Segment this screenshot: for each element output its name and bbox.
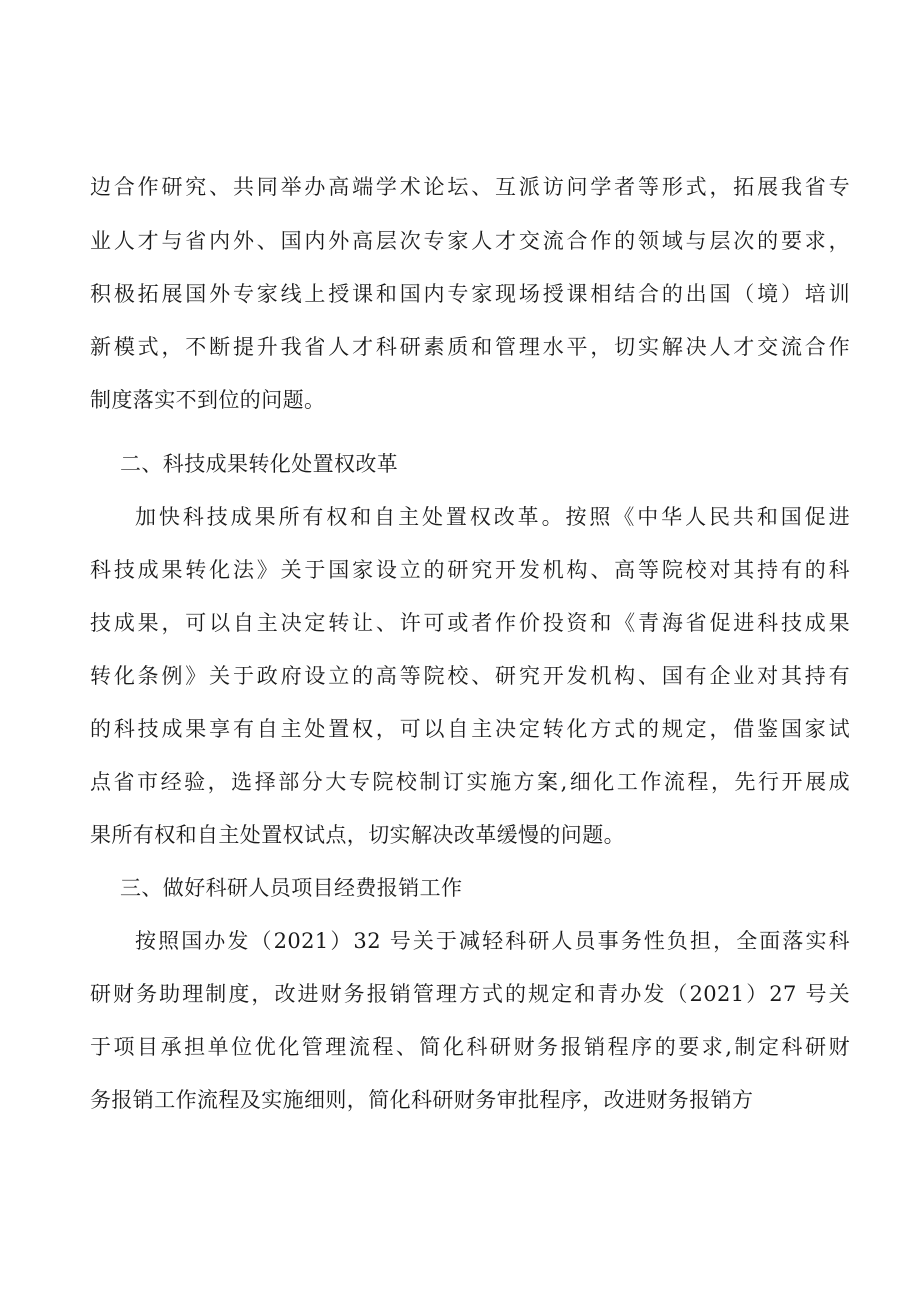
paragraph-line: 边合作研究、共同举办高端学术论坛、互派访问学者等形式，拓展我省专 bbox=[90, 175, 850, 199]
paragraph-line: 业人才与省内外、国内外高层次专家人才交流合作的领域与层次的要求， bbox=[90, 229, 850, 253]
paragraph-line: 务报销工作流程及实施细则，简化科研财务审批程序，改进财务报销方 bbox=[90, 1088, 754, 1112]
paragraph-line: 转化条例》关于政府设立的高等院校、研究开发机构、国有企业对其持有 bbox=[90, 664, 850, 688]
paragraph-line: 技成果，可以自主决定转让、许可或者作价投资和《青海省促进科技成果 bbox=[90, 611, 850, 635]
paragraph-line: 积极拓展国外专家线上授课和国内专家现场授课相结合的出国（境）培训 bbox=[90, 282, 850, 306]
section-heading: 三、做好科研人员项目经费报销工作 bbox=[120, 876, 463, 900]
paragraph-line: 制度落实不到位的问题。 bbox=[90, 388, 326, 412]
paragraph-line: 研财务助理制度，改进财务报销管理方式的规定和青办发（2021）27 号关 bbox=[90, 982, 850, 1006]
paragraph-line: 科技成果转化法》关于国家设立的研究开发机构、高等院校对其持有的科 bbox=[90, 558, 850, 582]
section-heading: 二、科技成果转化处置权改革 bbox=[120, 452, 399, 476]
paragraph-line: 加快科技成果所有权和自主处置权改革。按照《中华人民共和国促进 bbox=[135, 505, 850, 529]
paragraph-line: 新模式，不断提升我省人才科研素质和管理水平，切实解决人才交流合作 bbox=[90, 335, 850, 359]
paragraph-line: 按照国办发（2021）32 号关于减轻科研人员事务性负担，全面落实科 bbox=[135, 929, 850, 953]
paragraph-line: 于项目承担单位优化管理流程、简化科研财务报销程序的要求,制定科研财 bbox=[90, 1035, 850, 1059]
paragraph-line: 的科技成果享有自主处置权，可以自主决定转化方式的规定，借鉴国家试 bbox=[90, 717, 850, 741]
paragraph-line: 点省市经验，选择部分大专院校制订实施方案,细化工作流程，先行开展成 bbox=[90, 770, 850, 794]
paragraph-line: 果所有权和自主处置权试点，切实解决改革缓慢的问题。 bbox=[90, 823, 625, 847]
